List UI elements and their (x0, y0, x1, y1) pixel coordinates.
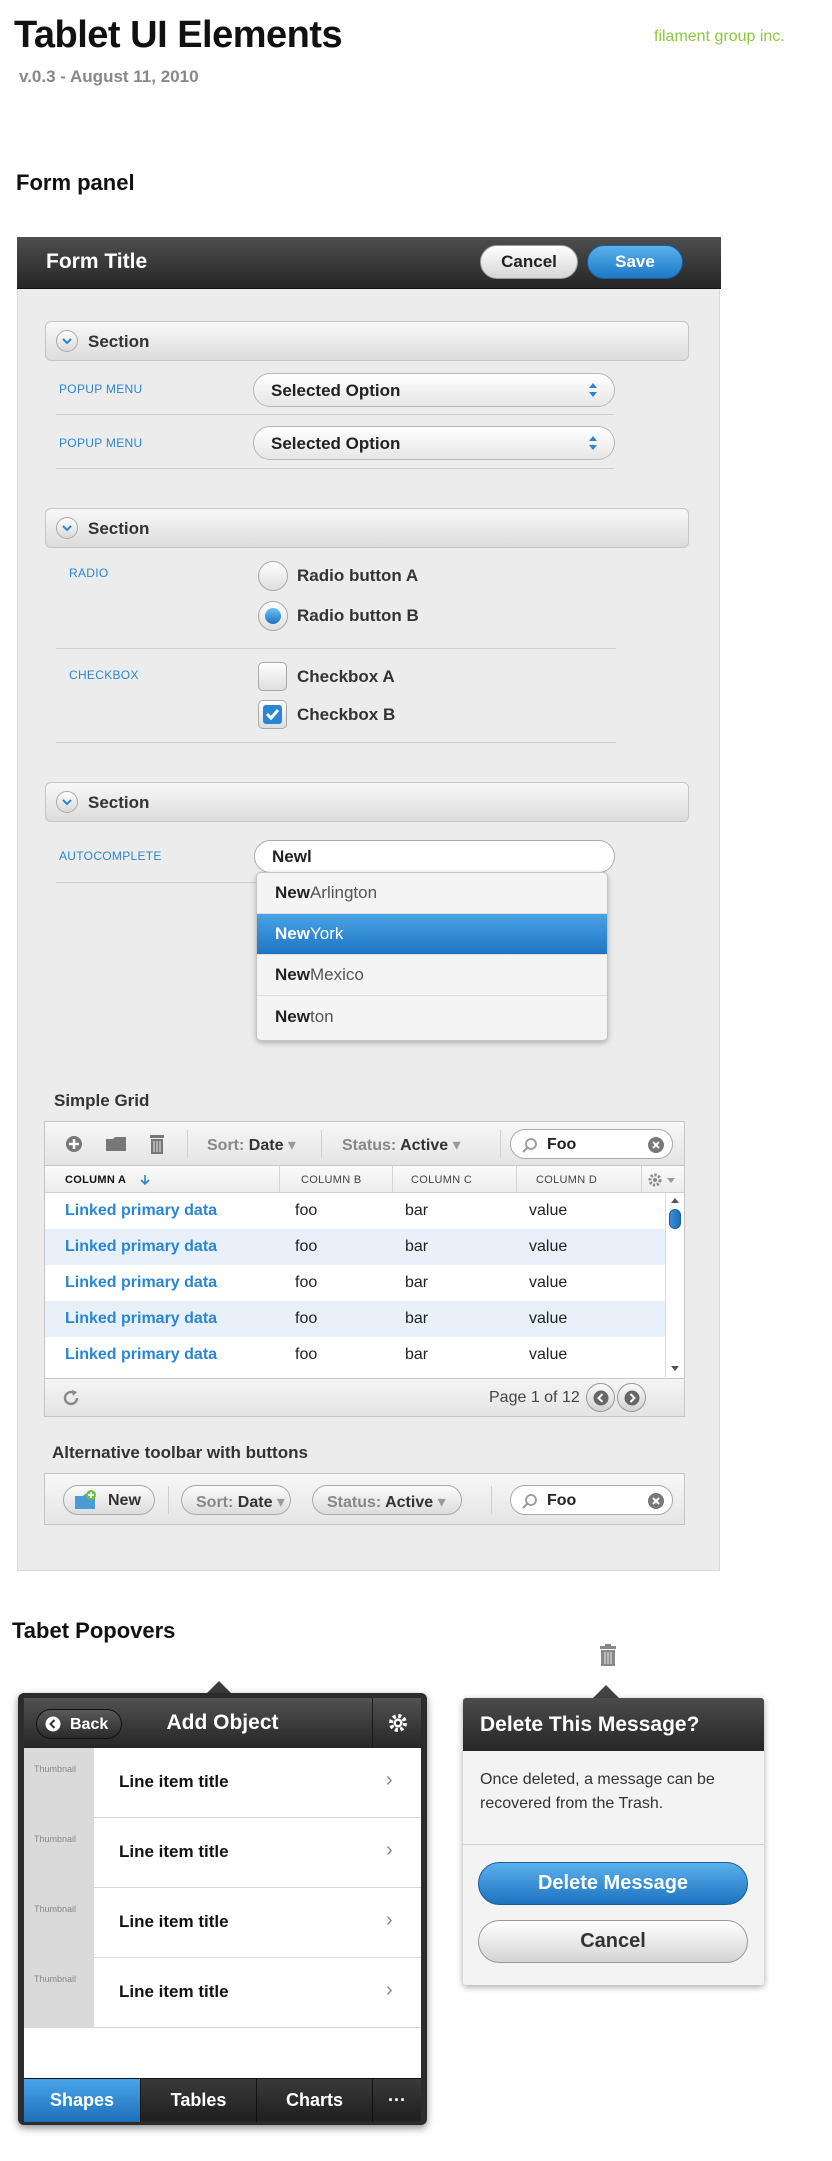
chevron-right-icon: › (386, 1909, 393, 1931)
chevron-right-icon: › (386, 1839, 393, 1861)
popup-menu-select[interactable] (253, 426, 615, 460)
radio-option-label: Radio button A (297, 566, 419, 585)
cancel-button[interactable]: Cancel (480, 245, 578, 279)
form-panel-heading: Form panel (16, 170, 135, 195)
next-page-button[interactable] (617, 1383, 646, 1412)
grid-footer (45, 1378, 684, 1416)
divider (56, 882, 256, 883)
radio-button-a[interactable] (258, 561, 288, 591)
popover-arrow (593, 1685, 619, 1698)
thumbnail: Thumbnail (24, 1748, 94, 1817)
popup-menu-select[interactable] (253, 373, 615, 407)
search-icon (522, 1137, 538, 1153)
save-button[interactable]: Save (587, 245, 683, 279)
popover-message: Once deleted, a message can be recovered from the Trash. (480, 1771, 715, 1812)
section-header[interactable] (45, 508, 689, 548)
section-label: Section (88, 332, 150, 351)
add-icon[interactable] (65, 1135, 83, 1153)
section-header[interactable] (45, 782, 689, 822)
autocomplete-value: Newl (272, 847, 312, 866)
popover-header (463, 1698, 764, 1751)
chevron-down-icon (56, 791, 78, 813)
checkbox-option-label: Checkbox B (297, 705, 396, 724)
tab-charts[interactable]: Charts (257, 2079, 373, 2122)
toolbar-search-input[interactable]: Foo (510, 1485, 673, 1515)
tab-more[interactable]: ··· (388, 2090, 406, 2110)
column-header-a[interactable]: COLUMN A (65, 1174, 127, 1186)
suggestion-item-selected[interactable]: New York (257, 914, 608, 955)
section-header[interactable] (45, 321, 689, 361)
delete-popover (463, 1698, 764, 1985)
divider (56, 648, 616, 649)
select-value: Selected Option (271, 381, 401, 400)
grid-heading: Simple Grid (54, 1091, 150, 1110)
page-version: v.0.3 - August 11, 2010 (19, 67, 199, 86)
clear-icon[interactable] (647, 1136, 665, 1154)
delete-message-button[interactable]: Delete Message (478, 1862, 748, 1905)
thumbnail: Thumbnail (24, 1818, 94, 1887)
sort-dropdown[interactable]: Sort: Date ▾ (181, 1485, 291, 1515)
scroll-down-icon[interactable] (670, 1365, 680, 1373)
updown-arrows-icon (588, 434, 598, 452)
brand-name[interactable]: filament group inc. (654, 28, 785, 45)
checkbox-b[interactable] (258, 700, 287, 729)
status-dropdown[interactable]: Status: Active ▾ (342, 1137, 461, 1154)
thumbnail: Thumbnail (24, 1958, 94, 2027)
scroll-thumb[interactable] (669, 1209, 681, 1229)
sort-dropdown[interactable]: Sort: Date ▾ (207, 1137, 296, 1154)
checkbox-label: CHECKBOX (69, 668, 139, 682)
new-button[interactable]: New (63, 1485, 155, 1515)
section-label: Section (88, 519, 150, 538)
thumbnail: Thumbnail (24, 1888, 94, 1957)
page-title: Tablet UI Elements (14, 14, 343, 56)
divider (56, 742, 616, 743)
trash-icon[interactable] (148, 1133, 166, 1155)
popover-header (24, 1698, 421, 1748)
popover-title: Delete This Message? (480, 1713, 700, 1736)
table-row[interactable]: Linked primary data foo bar value (45, 1229, 665, 1265)
list-item[interactable]: Thumbnail Line item title › (24, 1958, 421, 2028)
autocomplete-dropdown (256, 872, 608, 1041)
select-value: Selected Option (271, 434, 401, 453)
alt-toolbar-heading: Alternative toolbar with buttons (52, 1443, 308, 1462)
list-item[interactable]: Thumbnail Line item title › (24, 1818, 421, 1888)
section-label: Section (88, 793, 150, 812)
form-title: Form Title (46, 250, 148, 273)
grid-header (45, 1166, 684, 1193)
alt-toolbar (44, 1473, 685, 1525)
chevron-right-icon: › (386, 1769, 393, 1791)
simple-grid (44, 1121, 685, 1417)
add-object-popover (18, 1693, 427, 2125)
suggestion-item[interactable]: New Arlington (257, 873, 608, 914)
page-indicator: Page 1 of 12 (489, 1389, 580, 1406)
cancel-button[interactable]: Cancel (478, 1920, 748, 1963)
new-folder-icon (74, 1490, 98, 1510)
checkbox-a[interactable] (258, 662, 287, 691)
back-button[interactable]: Back (36, 1709, 122, 1739)
checkmark-icon (259, 701, 286, 728)
tab-shapes[interactable]: Shapes (24, 2079, 141, 2122)
status-dropdown[interactable]: Status: Active ▾ (312, 1485, 462, 1515)
column-header-c[interactable]: COLUMN C (411, 1174, 473, 1186)
list-item[interactable]: Thumbnail Line item title › (24, 1888, 421, 1958)
suggestion-item[interactable]: New Mexico (257, 955, 608, 996)
popup-menu-label: POPUP MENU (59, 382, 143, 396)
divider (463, 1844, 764, 1845)
popovers-heading: Tabet Popovers (12, 1618, 176, 1643)
scroll-up-icon[interactable] (670, 1196, 680, 1204)
table-row[interactable]: Linked primary data foo bar value (65, 1274, 568, 1291)
folder-icon[interactable] (105, 1136, 127, 1152)
grid-search-input[interactable]: Foo (510, 1129, 673, 1159)
tab-tables[interactable]: Tables (141, 2079, 257, 2122)
column-header-b[interactable]: COLUMN B (301, 1174, 362, 1186)
clear-icon[interactable] (647, 1492, 665, 1510)
grid-toolbar (45, 1122, 684, 1166)
radio-option-label: Radio button B (297, 606, 419, 625)
chevron-left-icon (593, 1390, 609, 1406)
column-header-d[interactable]: COLUMN D (536, 1174, 598, 1186)
divider (56, 414, 614, 415)
popover-title: Add Object (166, 1711, 279, 1734)
radio-button-b[interactable] (258, 601, 288, 631)
tab-bar (24, 2078, 421, 2121)
updown-arrows-icon (588, 381, 598, 399)
checkbox-option-label: Checkbox A (297, 667, 395, 686)
previous-page-button[interactable] (586, 1383, 615, 1412)
chevron-down-icon (56, 330, 78, 352)
popover-list (24, 1748, 421, 2078)
search-icon (522, 1493, 538, 1509)
autocomplete-label: AUTOCOMPLETE (59, 849, 162, 863)
chevron-down-icon (56, 517, 78, 539)
radio-label: RADIO (69, 566, 109, 580)
refresh-icon[interactable] (61, 1388, 81, 1408)
chevron-right-icon (624, 1390, 640, 1406)
list-item[interactable]: Thumbnail Line item title › (24, 1748, 421, 1818)
autocomplete-input[interactable] (254, 840, 615, 873)
chevron-right-icon: › (386, 1979, 393, 2001)
gear-icon[interactable] (387, 1712, 409, 1734)
trash-icon[interactable] (598, 1643, 618, 1667)
sort-arrow-icon (140, 1174, 150, 1186)
form-titlebar (17, 237, 721, 289)
divider (56, 468, 614, 469)
table-row[interactable]: Linked primary data foo bar value (45, 1301, 665, 1337)
gear-icon[interactable] (647, 1172, 677, 1188)
table-row[interactable]: Linked primary data foo bar value (65, 1202, 568, 1219)
table-row[interactable]: Linked primary data foo bar value (65, 1346, 568, 1363)
popup-menu-label: POPUP MENU (59, 436, 143, 450)
grid-scrollbar[interactable] (665, 1193, 684, 1377)
suggestion-item[interactable]: New ton (275, 1006, 334, 1026)
